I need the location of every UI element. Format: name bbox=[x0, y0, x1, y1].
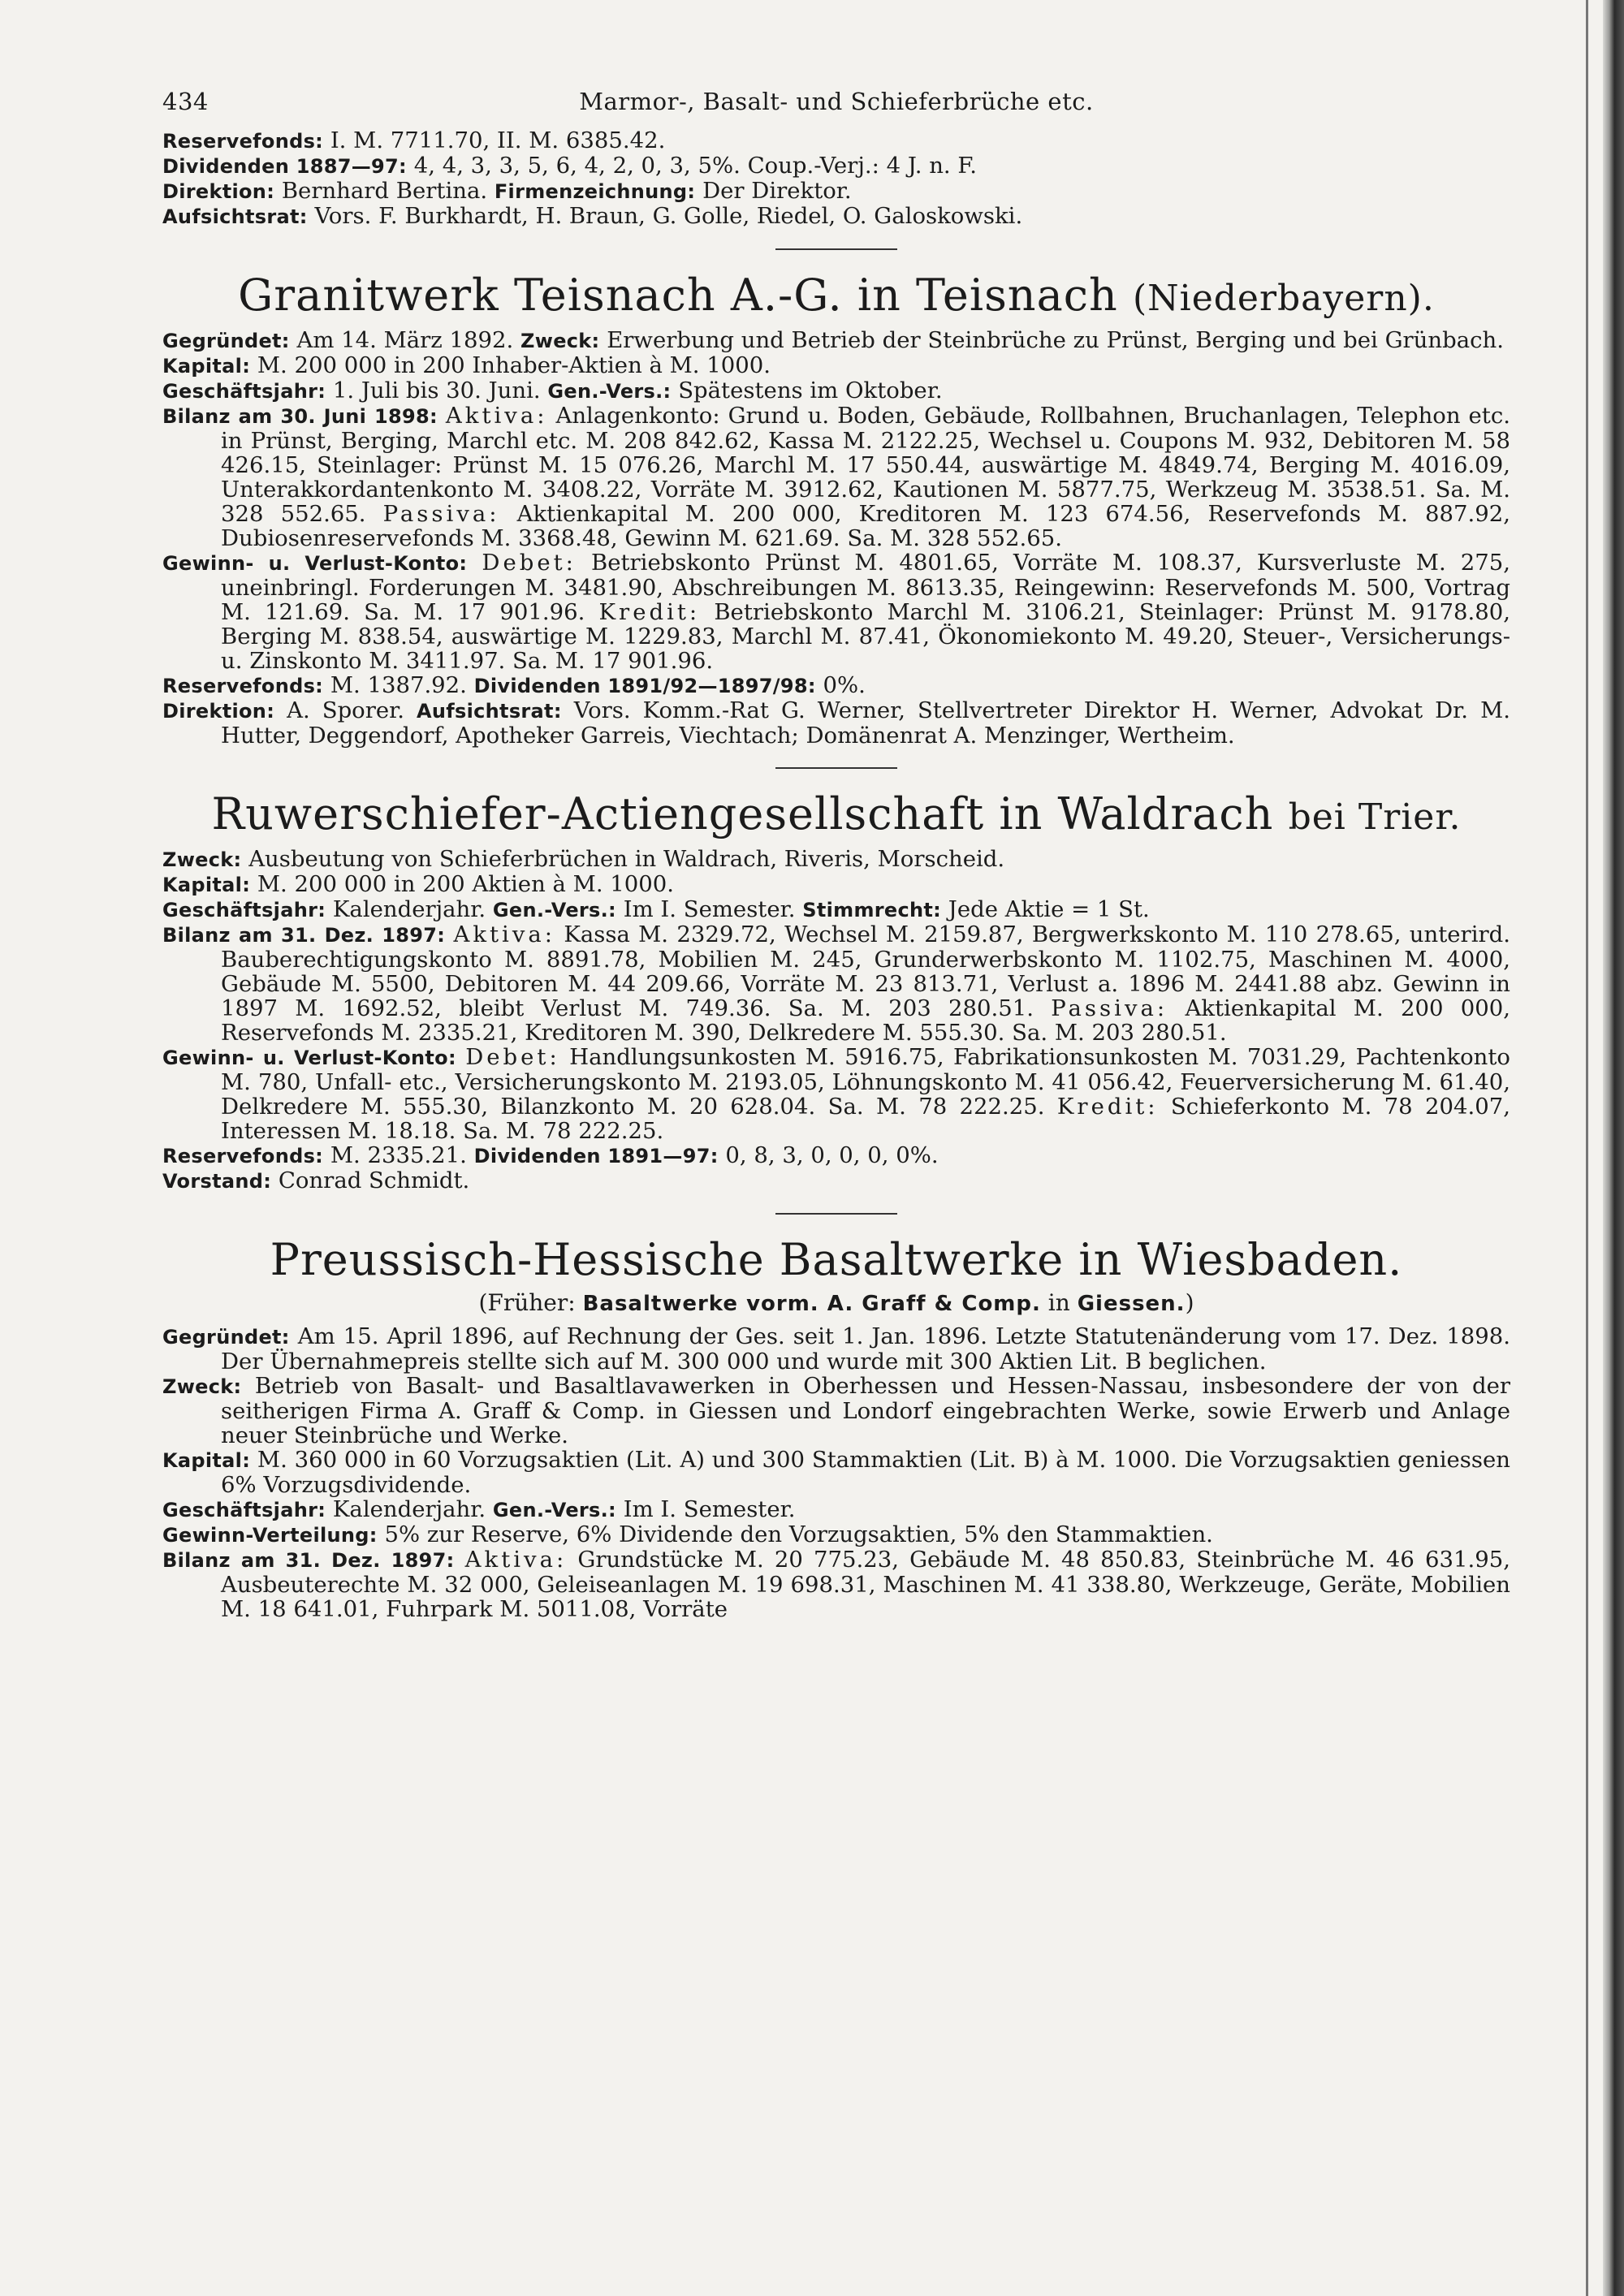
entry-granitwerk bbox=[162, 328, 1510, 748]
line-aufsichtsrat: Aufsichtsrat: Vors. F. Burkhardt, H. Braun, G. Golle, Riedel, O. Galoskowski. bbox=[162, 203, 1023, 229]
label-firmenzeichnung: Firmenzeichnung: bbox=[494, 180, 696, 203]
label-reservefonds: Reservefonds: bbox=[162, 130, 324, 153]
document-page bbox=[162, 88, 1510, 1621]
line-dividenden: Dividenden 1887—97: 4, 4, 3, 3, 5, 6, 4, 2, 0, 3, 5%. Coup.-Verj.: 4 J. n. F. bbox=[162, 153, 977, 179]
line-kapital: Kapital: M. 200 000 in 200 Aktien à M. 1000. bbox=[162, 871, 675, 897]
line-bilanz: Bilanz am 31. Dez. 1897: Aktiva: Kassa M. 2329.72, Wechsel M. 2159.87, Bergwerkskonto M. 110 278.65, unterird. Bauberechtigungskonto M. 8891.78, Mobilien M. 245, Grunderwerbskonto M. 1102.75, Maschinen M. 4000, Gebäude M. 5500, Debitoren M. 44 209.66, Vorräte M. 23 813.71, Verlust a. 1896 M. 2441.88 abz. Gewinn in 1897 M. 1692.52, bleibt Verlust M. 749.36. Sa. M. 203 280.51. Passiva: Aktienkapital M. 200 000, Reservefonds M. 2335.21, Kreditoren M. 390, Delkredere M. 555.30. Sa. M. 203 280.51. bbox=[162, 921, 1510, 1046]
line-bilanz: Bilanz am 30. Juni 1898: Aktiva: Anlagenkonto: Grund u. Boden, Gebäude, Rollbahnen, Bruchanlagen, Telephon etc. in Prünst, Berging, Marchl etc. M. 208 842.62, Kassa M. 2122.25, Wechsel u. Coupons M. 932, Debitoren M. 58 426.15, Steinlager: Prünst M. 15 076.26, Marchl M. 17 550.44, auswärtige M. 4849.74, Berging M. 4016.09, Unterakkordantenkonto M. 3408.22, Vorräte M. 3912.62, Kautionen M. 5877.75, Werkzeug M. 3538.51. Sa. M. 328 552.65. Passiva: Aktienkapital M. 200 000, Kreditoren M. 123 674.56, Reservefonds M. 887.92, Dubiosenreservefonds M. 3368.48, Gewinn M. 621.69. Sa. M. 328 552.65. bbox=[162, 403, 1510, 551]
line-reservefonds: Reservefonds: M. 1387.92. Dividenden 1891/92—1897/98: 0%. bbox=[162, 672, 866, 698]
line-geschaeftsjahr: Geschäftsjahr: Kalenderjahr. Gen.-Vers.: Im I. Semester. bbox=[162, 1496, 796, 1522]
line-kapital: Kapital: M. 360 000 in 60 Vorzugsaktien (Lit. A) und 300 Stammaktien (Lit. B) à M. 1000. Die Vorzugsaktien geniessen 6% Vorzugsdividende. bbox=[162, 1447, 1510, 1498]
line-zweck: Zweck: Ausbeutung von Schieferbrüchen in Waldrach, Riveris, Morscheid. bbox=[162, 846, 1005, 872]
line-gewinn-verlust: Gewinn- u. Verlust-Konto: Debet: Handlungsunkosten M. 5916.75, Fabrikationsunkosten M. 7031.29, Pachtenkonto M. 780, Unfall- etc., Versicherungskonto M. 2193.05, Löhnungskonto M. 41 056.42, Feuerversicherung M. 61.40, Delkredere M. 555.30, Bilanzkonto M. 20 628.04. Sa. M. 78 222.25. Kredit: Schieferkonto M. 78 204.07, Interessen M. 18.18. Sa. M. 78 222.25. bbox=[162, 1044, 1510, 1144]
entry-previous-continuation bbox=[162, 128, 1510, 229]
entry-ruwerschiefer bbox=[162, 847, 1510, 1193]
entry-preussisch-hessische bbox=[162, 1324, 1510, 1621]
line-gegruendet: Gegründet: Am 14. März 1892. Zweck: Erwerbung und Betrieb der Steinbrüche zu Prünst, Berging und bei Grünbach. bbox=[162, 327, 1504, 353]
scan-edge-line bbox=[1586, 0, 1588, 2296]
running-header bbox=[162, 88, 1510, 128]
company-heading-ruwerschiefer: Ruwerschiefer-Actiengesellschaft in Waldrach bei Trier. bbox=[211, 788, 1462, 839]
line-geschaeftsjahr: Geschäftsjahr: 1. Juli bis 30. Juni. Gen.-Vers.: Spätestens im Oktober. bbox=[162, 378, 943, 404]
line-reservefonds: Reservefonds: M. 2335.21. Dividenden 1891—97: 0, 8, 3, 0, 0, 0, 0%. bbox=[162, 1142, 939, 1168]
line-bilanz: Bilanz am 31. Dez. 1897: Aktiva: Grundstücke M. 20 775.23, Gebäude M. 48 850.83, Steinbrüche M. 46 631.95, Ausbeuterechte M. 32 000, Geleiseanlagen M. 19 698.31, Maschinen M. 41 338.80, Werkzeuge, Geräte, Mobilien M. 18 641.01, Fuhrpark M. 5011.08, Vorräte bbox=[162, 1547, 1510, 1622]
page-number: 434 bbox=[162, 88, 209, 115]
line-gewinn-verlust: Gewinn- u. Verlust-Konto: Debet: Betriebskonto Prünst M. 4801.65, Vorräte M. 108.37, Kursverluste M. 275, uneinbringl. Forderungen M. 3481.90, Abschreibungen M. 8613.35, Reingewinn: Reservefonds M. 500, Vortrag M. 121.69. Sa. M. 17 901.96. Kredit: Betriebskonto Marchl M. 3106.21, Steinlager: Prünst M. 9178.80, Berging M. 838.54, auswärtige M. 1229.83, Marchl M. 87.41, Ökonomiekonto M. 49.20, Steuer-, Versicherungs- u. Zinskonto M. 3411.97. Sa. M. 17 901.96. bbox=[162, 550, 1510, 674]
label-aufsichtsrat: Aufsichtsrat: bbox=[162, 205, 308, 228]
section-divider bbox=[775, 767, 897, 769]
line-zweck: Zweck: Betrieb von Basalt- und Basaltlavawerken in Oberhessen und Hessen-Nassau, insbesondere der von der seitherigen Firma A. Graff & Comp. in Giessen und Londorf eingebrachten Werke, sowie Erwerb und Anlage neuer Steinbrüche und Werke. bbox=[162, 1373, 1510, 1448]
label-direktion: Direktion: bbox=[162, 180, 275, 203]
line-gewinn-verteilung: Gewinn-Verteilung: 5% zur Reserve, 6% Dividende den Vorzugsaktien, 5% den Stammaktien. bbox=[162, 1521, 1213, 1547]
label-dividenden: Dividenden 1887—97: bbox=[162, 155, 407, 178]
running-title: Marmor-, Basalt- und Schieferbrüche etc. bbox=[579, 88, 1094, 115]
section-divider bbox=[775, 248, 897, 250]
section-divider bbox=[775, 1213, 897, 1215]
line-kapital: Kapital: M. 200 000 in 200 Inhaber-Aktien à M. 1000. bbox=[162, 352, 771, 378]
company-heading-granitwerk: Granitwerk Teisnach A.-G. in Teisnach (Niederbayern). bbox=[238, 270, 1435, 321]
line-geschaeftsjahr: Geschäftsjahr: Kalenderjahr. Gen.-Vers.: Im I. Semester. Stimmrecht: Jede Aktie = 1 St. bbox=[162, 896, 1150, 922]
line-direktion: Direktion: Bernhard Bertina. Firmenzeichnung: Der Direktor. bbox=[162, 178, 852, 204]
line-reservefonds: Reservefonds: I. M. 7711.70, II. M. 6385.42. bbox=[162, 127, 666, 153]
line-gegruendet: Gegründet: Am 15. April 1896, auf Rechnung der Ges. seit 1. Jan. 1896. Letzte Statutenänderung vom 17. Dez. 1898. Der Übernahmepreis stellte sich auf M. 300 000 und wurde mit 300 Aktien Lit. B beglichen. bbox=[162, 1323, 1510, 1375]
former-name-line: (Früher: Basaltwerke vorm. A. Graff & Comp. in Giessen.) bbox=[478, 1289, 1194, 1316]
company-heading-preussisch-hessische: Preussisch-Hessische Basaltwerke in Wiesbaden. bbox=[270, 1234, 1403, 1285]
scan-edge-shadow bbox=[1603, 0, 1624, 2296]
line-vorstand: Vorstand: Conrad Schmidt. bbox=[162, 1167, 470, 1193]
line-direktion: Direktion: A. Sporer. Aufsichtsrat: Vors. Komm.-Rat G. Werner, Stellvertreter Direktor H. Werner, Advokat Dr. M. Hutter, Deggendorf, Apotheker Garreis, Viechtach; Domänenrat A. Menzinger, Wertheim. bbox=[162, 697, 1510, 749]
